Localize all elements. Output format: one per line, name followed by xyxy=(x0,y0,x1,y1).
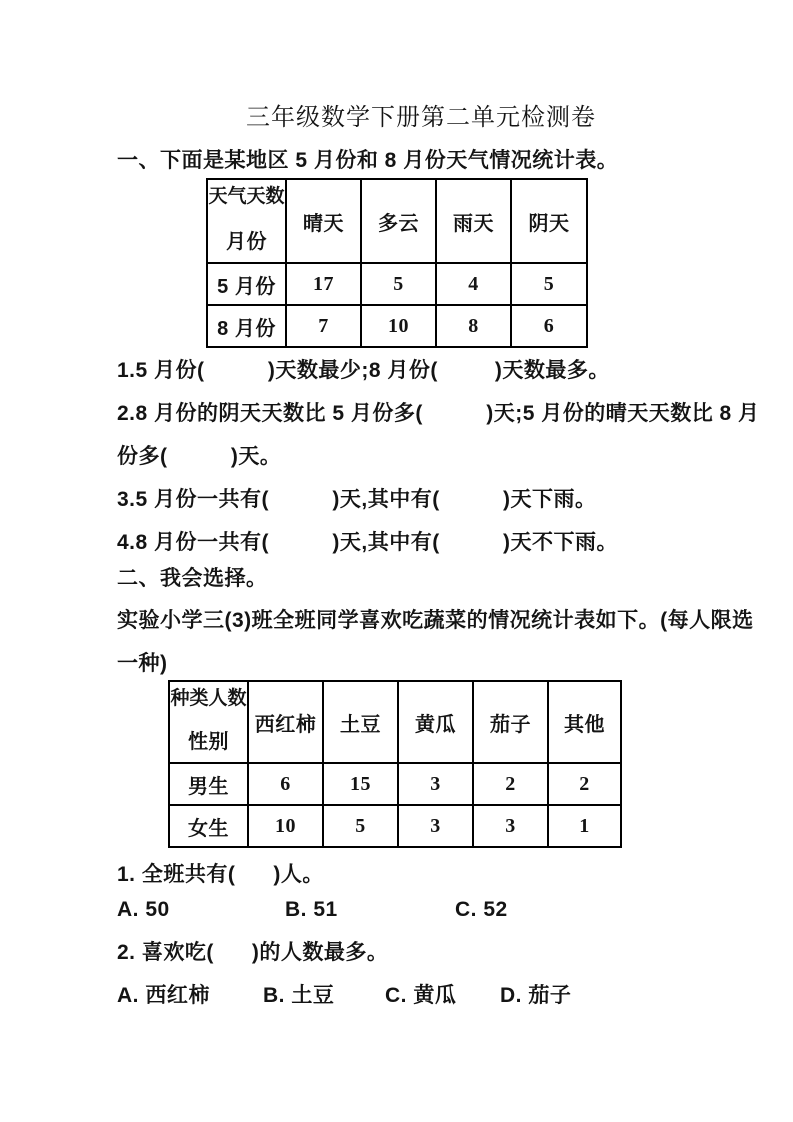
veg-cell: 2 xyxy=(473,763,548,805)
table-row xyxy=(207,263,587,305)
weather-cell: 5 xyxy=(361,263,436,305)
table-row xyxy=(169,763,621,805)
weather-table xyxy=(206,178,588,348)
veg-cell: 3 xyxy=(473,805,548,847)
veg-row-label-boys: 男生 xyxy=(169,763,248,805)
weather-cell: 7 xyxy=(286,305,361,347)
vegetable-corner-box xyxy=(170,682,247,762)
q1-option-c: C. 52 xyxy=(455,898,508,921)
q2-option-a: A. 西红柿 xyxy=(117,984,210,1007)
weather-col-header-sunny: 晴天 xyxy=(286,179,361,263)
weather-col-header-cloudy: 多云 xyxy=(361,179,436,263)
veg-col-header-other: 其他 xyxy=(548,681,621,763)
section1-question-2-line1: 2.8 月份的阴天天数比 5 月份多( )天;5 月份的晴天天数比 8 月 xyxy=(117,402,760,425)
weather-corner-top-label: 天气天数 xyxy=(208,186,285,207)
veg-cell: 5 xyxy=(323,805,398,847)
weather-cell: 17 xyxy=(286,263,361,305)
q1-option-a: A. 50 xyxy=(117,898,170,921)
veg-cell: 15 xyxy=(323,763,398,805)
table-row xyxy=(207,305,587,347)
weather-cell: 4 xyxy=(436,263,511,305)
section1-heading: 一、下面是某地区 5 月份和 8 月份天气情况统计表。 xyxy=(117,149,619,172)
weather-col-header-rainy: 雨天 xyxy=(436,179,511,263)
vegetable-corner-top-label: 种类人数 xyxy=(170,688,247,709)
q2-option-b: B. 土豆 xyxy=(263,984,335,1007)
q2-option-d: D. 茄子 xyxy=(500,984,572,1007)
section1-question-3: 3.5 月份一共有( )天,其中有( )天下雨。 xyxy=(117,488,597,511)
veg-cell: 6 xyxy=(248,763,323,805)
weather-cell: 8 xyxy=(436,305,511,347)
weather-cell: 5 xyxy=(511,263,587,305)
section2-intro-line2: 一种) xyxy=(117,652,168,675)
q1-option-b: B. 51 xyxy=(285,898,338,921)
page-title: 三年级数学下册第二单元检测卷 xyxy=(246,105,596,131)
veg-col-header-potato: 土豆 xyxy=(323,681,398,763)
section2-question-2: 2. 喜欢吃( )的人数最多。 xyxy=(117,941,389,964)
veg-cell: 1 xyxy=(548,805,621,847)
veg-col-header-cucumber: 黄瓜 xyxy=(398,681,473,763)
veg-cell: 10 xyxy=(248,805,323,847)
section2-intro-line1: 实验小学三(3)班全班同学喜欢吃蔬菜的情况统计表如下。(每人限选 xyxy=(117,609,754,632)
veg-col-header-tomato: 西红柿 xyxy=(248,681,323,763)
weather-corner-box xyxy=(208,180,285,262)
veg-cell: 3 xyxy=(398,805,473,847)
veg-row-label-girls: 女生 xyxy=(169,805,248,847)
weather-cell: 10 xyxy=(361,305,436,347)
vegetable-table xyxy=(168,680,622,848)
weather-table-corner-cell xyxy=(207,179,286,263)
weather-corner-bottom-label: 月份 xyxy=(226,231,267,253)
weather-col-header-overcast: 阴天 xyxy=(511,179,587,263)
veg-cell: 2 xyxy=(548,763,621,805)
section1-question-4: 4.8 月份一共有( )天,其中有( )天不下雨。 xyxy=(117,531,619,554)
section2-question-1: 1. 全班共有( )人。 xyxy=(117,863,324,886)
vegetable-table-corner-cell xyxy=(169,681,248,763)
q2-option-c: C. 黄瓜 xyxy=(385,984,457,1007)
section1-question-2-line2: 份多( )天。 xyxy=(117,445,282,468)
veg-col-header-eggplant: 茄子 xyxy=(473,681,548,763)
weather-cell: 6 xyxy=(511,305,587,347)
weather-row-label-august: 8 月份 xyxy=(207,305,286,347)
veg-cell: 3 xyxy=(398,763,473,805)
weather-row-label-may: 5 月份 xyxy=(207,263,286,305)
table-row xyxy=(169,805,621,847)
section2-heading: 二、我会选择。 xyxy=(117,567,268,590)
vegetable-corner-bottom-label: 性别 xyxy=(188,731,229,753)
section1-question-1: 1.5 月份( )天数最少;8 月份( )天数最多。 xyxy=(117,359,610,382)
